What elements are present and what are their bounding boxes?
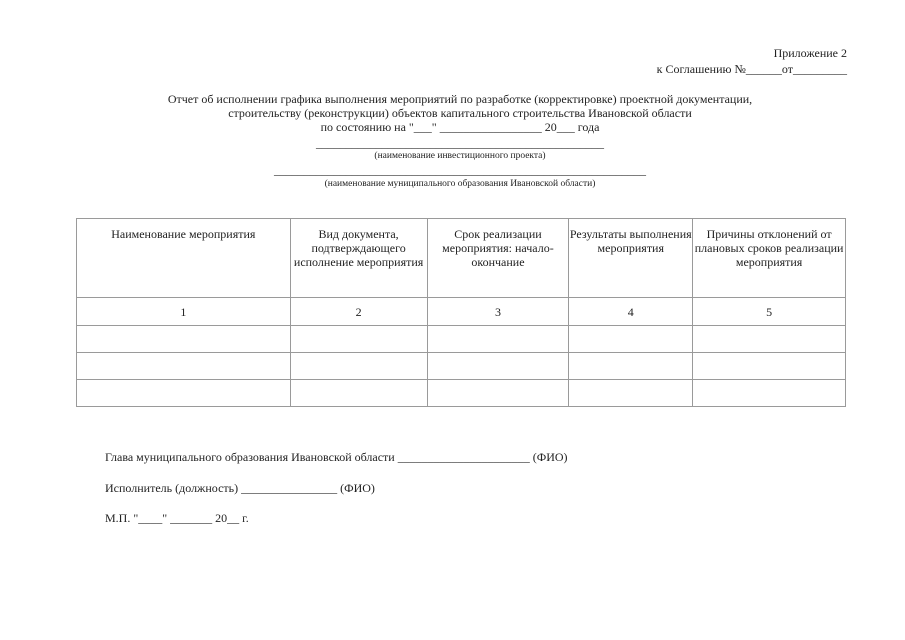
table-cell: [290, 380, 427, 407]
header-event-name: Наименование мероприятия: [77, 219, 291, 298]
table-cell: [290, 353, 427, 380]
municipality-name-line: ______________________________________________________________: [274, 163, 646, 177]
municipality-name-caption: (наименование муниципального образования Ивановской области): [324, 179, 596, 189]
column-number: 4: [569, 298, 693, 326]
report-title: [0, 92, 905, 134]
title-line-3: по состоянию на "___" _________________ 20___ года: [320, 120, 600, 134]
table-row: [77, 380, 846, 407]
table-cell: [693, 326, 846, 353]
table-row: [77, 326, 846, 353]
column-number: 3: [427, 298, 569, 326]
head-signature-line: Глава муниципального образования Ивановской области ______________________ (ФИО): [105, 450, 568, 464]
agreement-reference: к Соглашению №______от_________: [656, 62, 847, 76]
table-cell: [693, 353, 846, 380]
appendix-label: Приложение 2: [773, 46, 847, 60]
table-cell: [77, 380, 291, 407]
title-line-2: строительству (реконструкции) объектов капитального строительства Ивановской области: [228, 106, 692, 120]
header-deviation-reasons: Причины отклонений от плановых сроков реализации мероприятия: [693, 219, 846, 298]
project-name-caption: (наименование инвестиционного проекта): [374, 151, 546, 161]
table-cell: [693, 380, 846, 407]
table-row: [77, 353, 846, 380]
column-number: 5: [693, 298, 846, 326]
table-cell: [569, 380, 693, 407]
header-results: Результаты выполнения мероприятия: [569, 219, 693, 298]
title-line-1: Отчет об исполнении графика выполнения мероприятий по разработке (корректировке) проектной документации,: [167, 92, 753, 106]
table-cell: [290, 326, 427, 353]
table-cell: [427, 380, 569, 407]
table-cell: [427, 326, 569, 353]
project-name-line: ________________________________________________: [316, 136, 604, 150]
table-cell: [569, 326, 693, 353]
header-implementation-period: Срок реализации мероприятия: начало-окончание: [427, 219, 569, 298]
table-number-row: [77, 298, 846, 326]
report-table: [76, 218, 846, 407]
table-cell: [77, 353, 291, 380]
executor-signature-line: Исполнитель (должность) ________________ (ФИО): [105, 481, 375, 495]
column-number: 2: [290, 298, 427, 326]
table-cell: [569, 353, 693, 380]
column-number: 1: [77, 298, 291, 326]
header-document-type: Вид документа, подтверждающего исполнение мероприятия: [290, 219, 427, 298]
table-cell: [427, 353, 569, 380]
table-cell: [77, 326, 291, 353]
stamp-date-line: М.П. "____" _______ 20__ г.: [105, 511, 249, 525]
table-header-row: [77, 219, 846, 298]
